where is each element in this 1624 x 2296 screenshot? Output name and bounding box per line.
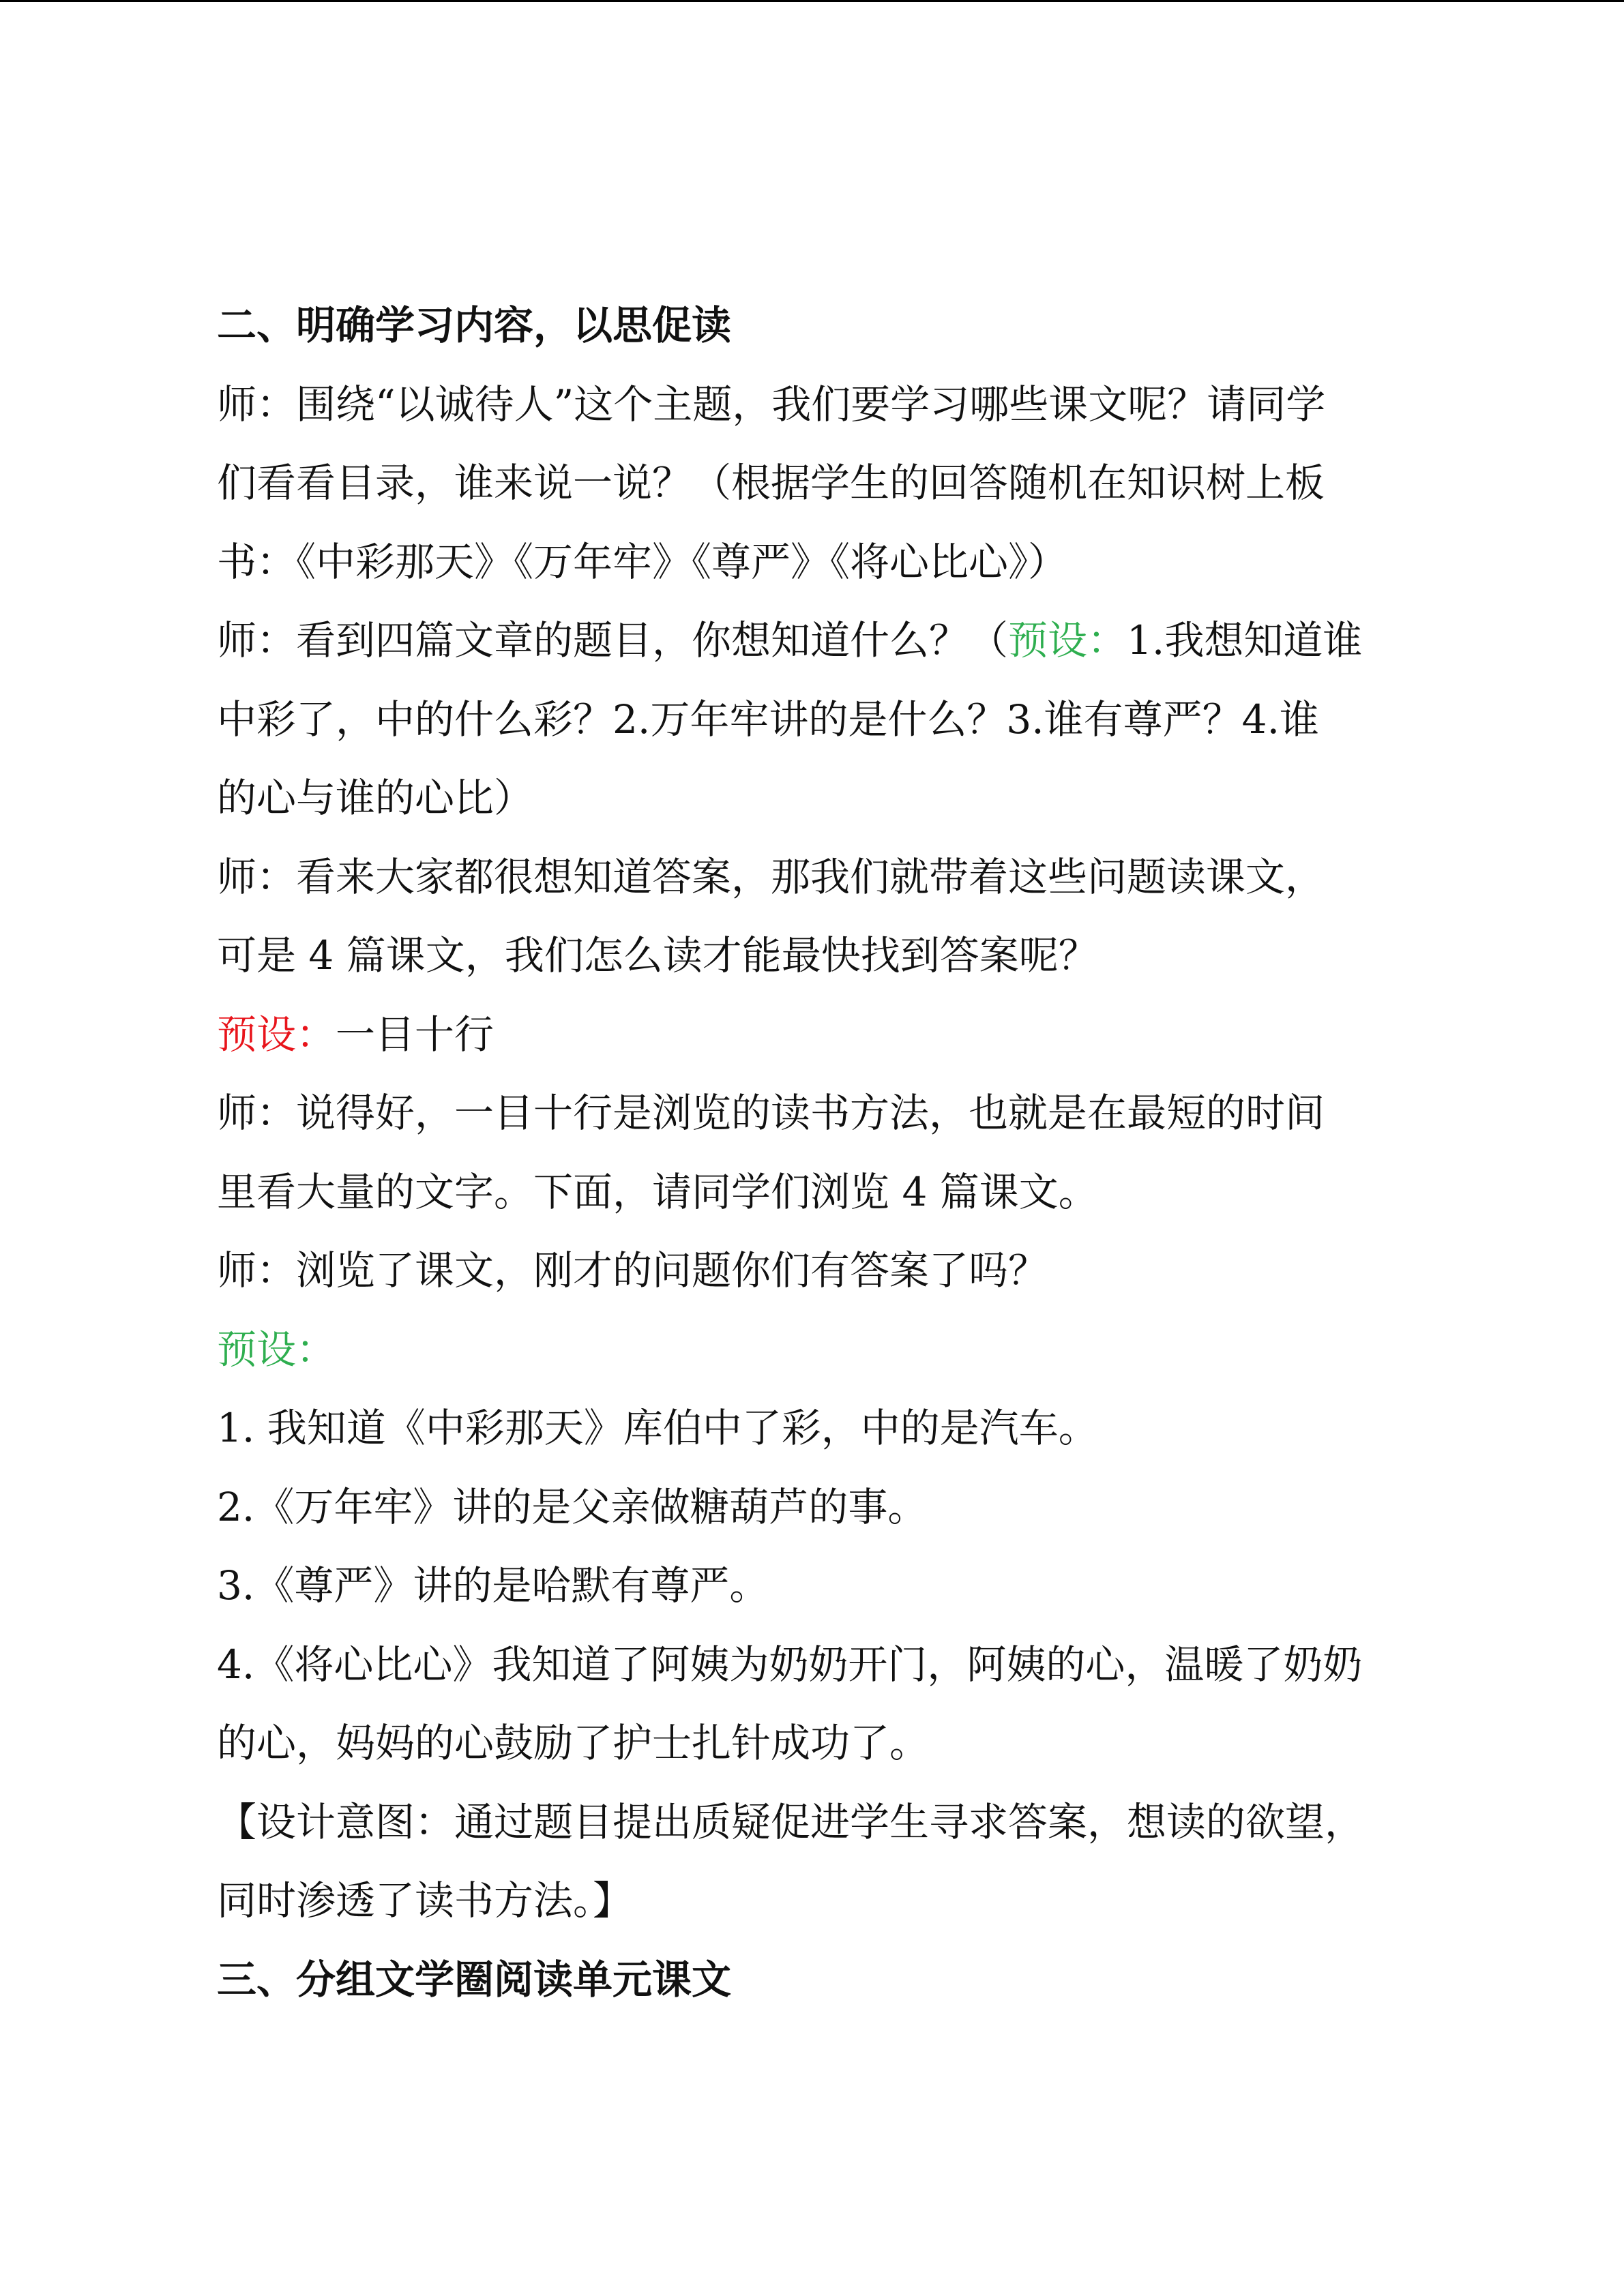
preset-answer-line (217, 996, 1407, 1075)
list-item: 1. 我知道《中彩那天》库伯中了彩，中的是汽车。 (217, 1405, 1098, 1451)
list-item: 4.《将心比心》我知道了阿姨为奶奶开门，阿姨的心，温暖了奶奶 (217, 1641, 1363, 1688)
paragraph-answer-question: 师：浏览了课文，刚才的问题你们有答案了吗？ (217, 1247, 1048, 1294)
preset-label-line: 预设： (217, 1326, 336, 1373)
text-line: 师：说得好，一目十行是浏览的读书方法，也就是在最短的时间 (217, 1090, 1325, 1136)
list-item: 3.《尊严》讲的是哈默有尊严。 (217, 1562, 769, 1609)
text-line: 师：看来大家都很想知道答案，那我们就带着这些问题读课文， (217, 853, 1325, 900)
text-line: 可是 4 篇课文，我们怎么读才能最快找到答案呢？ (217, 932, 1098, 979)
text-line: 们看看目录，谁来说一说？（根据学生的回答随机在知识树上板 (217, 460, 1325, 506)
text-segment: 师：看到四篇文章的题目，你想知道什么？（ (217, 617, 1009, 664)
text-line: 同时渗透了读书方法。】 (217, 1877, 633, 1924)
paragraph-reading-question (217, 838, 1407, 996)
preset-label: 预设： (1008, 617, 1127, 664)
text-segment: 1.我想知道谁 (1127, 617, 1363, 664)
answer-list (217, 1389, 1407, 1783)
preset-text: 一目十行 (336, 1011, 494, 1058)
section-heading-2: 二、明确学习内容，以思促读 (217, 302, 732, 348)
list-item: 的心，妈妈的心鼓励了护士扎针成功了。 (217, 1720, 930, 1766)
design-intent-note (217, 1783, 1407, 1941)
section-heading-3: 三、分组文学圈阅读单元课文 (217, 1956, 732, 2003)
paragraph-title-question (217, 601, 1407, 838)
preset-label: 预设： (217, 1011, 336, 1058)
text-line: 中彩了，中的什么彩？2.万年牢讲的是什么？3.谁有尊严？4.谁 (217, 696, 1320, 743)
list-item: 2.《万年牢》讲的是父亲做糖葫芦的事。 (217, 1483, 928, 1530)
text-line: 书：《中彩那天》《万年牢》《尊严》《将心比心》） (217, 538, 1068, 585)
text-line (217, 601, 1407, 681)
text-line: 师：围绕“以诚待人”这个主题，我们要学习哪些课文呢？请同学 (217, 381, 1326, 428)
text-line: 的心与谁的心比） (217, 775, 534, 821)
paragraph-theme-question (217, 366, 1407, 602)
text-line: 【设计意图：通过题目提出质疑促进学生寻求答案，想读的欲望， (217, 1798, 1365, 1845)
document-page (217, 286, 1407, 2019)
paragraph-browse-method (217, 1074, 1407, 1232)
text-line: 里看大量的文字。下面，请同学们浏览 4 篇课文。 (217, 1168, 1098, 1215)
top-border-line (0, 0, 1624, 2)
